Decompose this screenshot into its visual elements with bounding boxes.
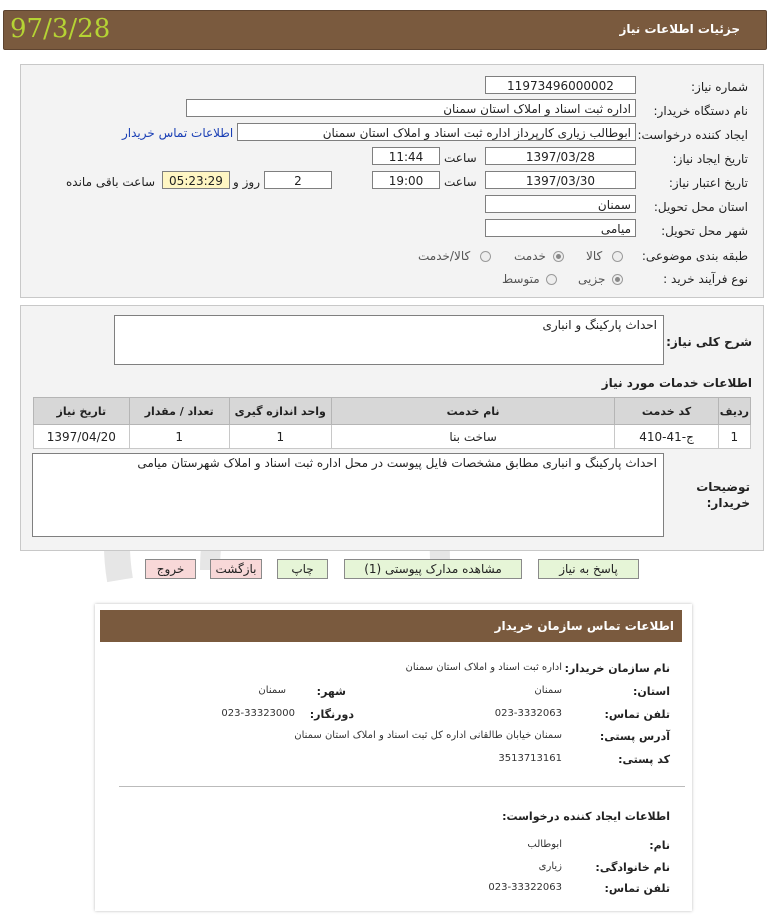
contact-phone-label: تلفن تماس: [604, 708, 670, 721]
contact-address-label: آدرس پستی: [599, 730, 670, 743]
cell-unit: 1 [229, 425, 331, 449]
province-field: سمنان [485, 195, 636, 213]
category-label: طبقه بندی موضوعی: [641, 249, 748, 263]
category-option-goods: کالا [586, 249, 603, 263]
contact-org-label: نام سازمان خریدار: [564, 662, 670, 675]
buyer-org-label: نام دستگاه خریدار: [653, 104, 748, 118]
process-option-medium: متوسط [502, 272, 540, 286]
process-option-minor: جزیی [578, 272, 606, 286]
page-title: جزئیات اطلاعات نیاز [619, 22, 740, 36]
description-label: شرح کلی نیاز: [666, 335, 752, 349]
contact-divider [119, 786, 685, 787]
contact-city-label: شهر: [316, 685, 346, 698]
requester-label: ایجاد کننده درخواست: [637, 128, 748, 142]
category-radio-service[interactable] [553, 251, 564, 262]
need-number-field: 11973496000002 [485, 76, 636, 94]
province-label: استان محل تحویل: [653, 200, 748, 214]
contact-city-value: سمنان [258, 685, 286, 696]
cell-service-code: ج-41-410 [615, 425, 718, 449]
cell-row: 1 [718, 425, 750, 449]
reply-button[interactable]: پاسخ به نیاز [538, 559, 639, 579]
buyer-notes-label-1: توضیحات [696, 480, 750, 494]
category-option-goods-service: کالا/خدمت [418, 249, 471, 263]
city-label: شهر محل تحویل: [661, 224, 748, 238]
services-table [33, 397, 751, 449]
col-service-name: نام خدمت [331, 398, 615, 425]
contact-province-value: سمنان [534, 685, 562, 696]
exit-button[interactable]: خروج [145, 559, 196, 579]
contact-org-value: اداره ثبت اسناد و املاک استان سمنان [405, 662, 562, 673]
created-date-field: 1397/03/28 [485, 147, 636, 165]
col-quantity: تعداد / مقدار [129, 398, 229, 425]
date-badge: 97/3/28 [10, 14, 111, 44]
need-number-label: شماره نیاز: [691, 80, 748, 94]
services-title: اطلاعات خدمات مورد نیاز [601, 376, 752, 390]
view-attachments-button[interactable]: مشاهده مدارک پیوستی (1) [344, 559, 522, 579]
services-header-row [34, 398, 751, 425]
created-time-label: ساعت [444, 151, 477, 165]
validity-date-label: تاریخ اعتبار نیاز: [668, 176, 748, 190]
creator-family-value: زیاری [538, 861, 562, 872]
requester-field: ابوطالب زیاری کارپرداز اداره ثبت اسناد و املاک استان سمنان [237, 123, 636, 141]
table-row [34, 425, 751, 449]
col-row: ردیف [718, 398, 750, 425]
description-textarea[interactable] [114, 315, 664, 365]
buyer-contact-link[interactable]: اطلاعات تماس خریدار [122, 126, 234, 140]
validity-time-label: ساعت [444, 175, 477, 189]
validity-date-field: 1397/03/30 [485, 171, 636, 189]
cell-service-name: ساخت بنا [331, 425, 615, 449]
days-field: 2 [264, 171, 332, 189]
creator-name-value: ابوطالب [527, 839, 562, 850]
cell-quantity: 1 [129, 425, 229, 449]
contact-address-value: سمنان خیابان طالقانی اداره کل ثبت اسناد و املاک استان سمنان [294, 730, 562, 741]
buyer-notes-label-2: خریدار: [706, 496, 750, 510]
validity-time-field: 19:00 [372, 171, 440, 189]
city-field: میامی [485, 219, 636, 237]
col-service-code: کد خدمت [615, 398, 718, 425]
process-radio-minor[interactable] [612, 274, 623, 285]
creator-section-title: اطلاعات ایجاد کننده درخواست: [502, 810, 670, 823]
print-button[interactable]: چاپ [277, 559, 328, 579]
buyer-notes-text: احداث پارکینگ و انباری مطابق مشخصات فایل پیوست در محل اداره ثبت اسناد و املاک شهرستان میامی [137, 456, 657, 470]
buyer-notes-textarea[interactable] [32, 453, 664, 537]
buyer-contact-card [95, 604, 692, 911]
col-need-date: تاریخ نیاز [34, 398, 130, 425]
buyer-org-field: اداره ثبت اسناد و املاک استان سمنان [186, 99, 636, 117]
remaining-time-field: 05:23:29 [162, 171, 230, 189]
category-option-service: خدمت [514, 249, 546, 263]
process-label: نوع فرآیند خرید : [663, 272, 748, 286]
contact-fax-value: 023-33323000 [221, 708, 295, 719]
category-radio-goods-service[interactable] [480, 251, 491, 262]
contact-province-label: استان: [633, 685, 670, 698]
created-date-label: تاریخ ایجاد نیاز: [672, 152, 748, 166]
created-time-field: 11:44 [372, 147, 440, 165]
days-label: روز و [233, 175, 260, 189]
creator-family-label: نام خانوادگی: [595, 861, 670, 874]
contact-fax-label: دورنگار: [309, 708, 354, 721]
cell-need-date: 1397/04/20 [34, 425, 130, 449]
contact-card-title: اطلاعات تماس سازمان خریدار [494, 619, 674, 633]
creator-phone-value: 023-33322063 [488, 882, 562, 893]
remaining-label: ساعت باقی مانده [66, 175, 156, 189]
description-text: احداث پارکینگ و انباری [542, 318, 657, 332]
contact-phone-value: 023-3332063 [494, 708, 562, 719]
back-button[interactable]: بازگشت [210, 559, 262, 579]
creator-name-label: نام: [649, 839, 670, 852]
contact-postal-value: 3513713161 [498, 753, 562, 764]
col-unit: واحد اندازه گیری [229, 398, 331, 425]
process-radio-medium[interactable] [546, 274, 557, 285]
creator-phone-label: تلفن تماس: [604, 882, 670, 895]
category-radio-goods[interactable] [612, 251, 623, 262]
contact-postal-label: کد پستی: [618, 753, 670, 766]
